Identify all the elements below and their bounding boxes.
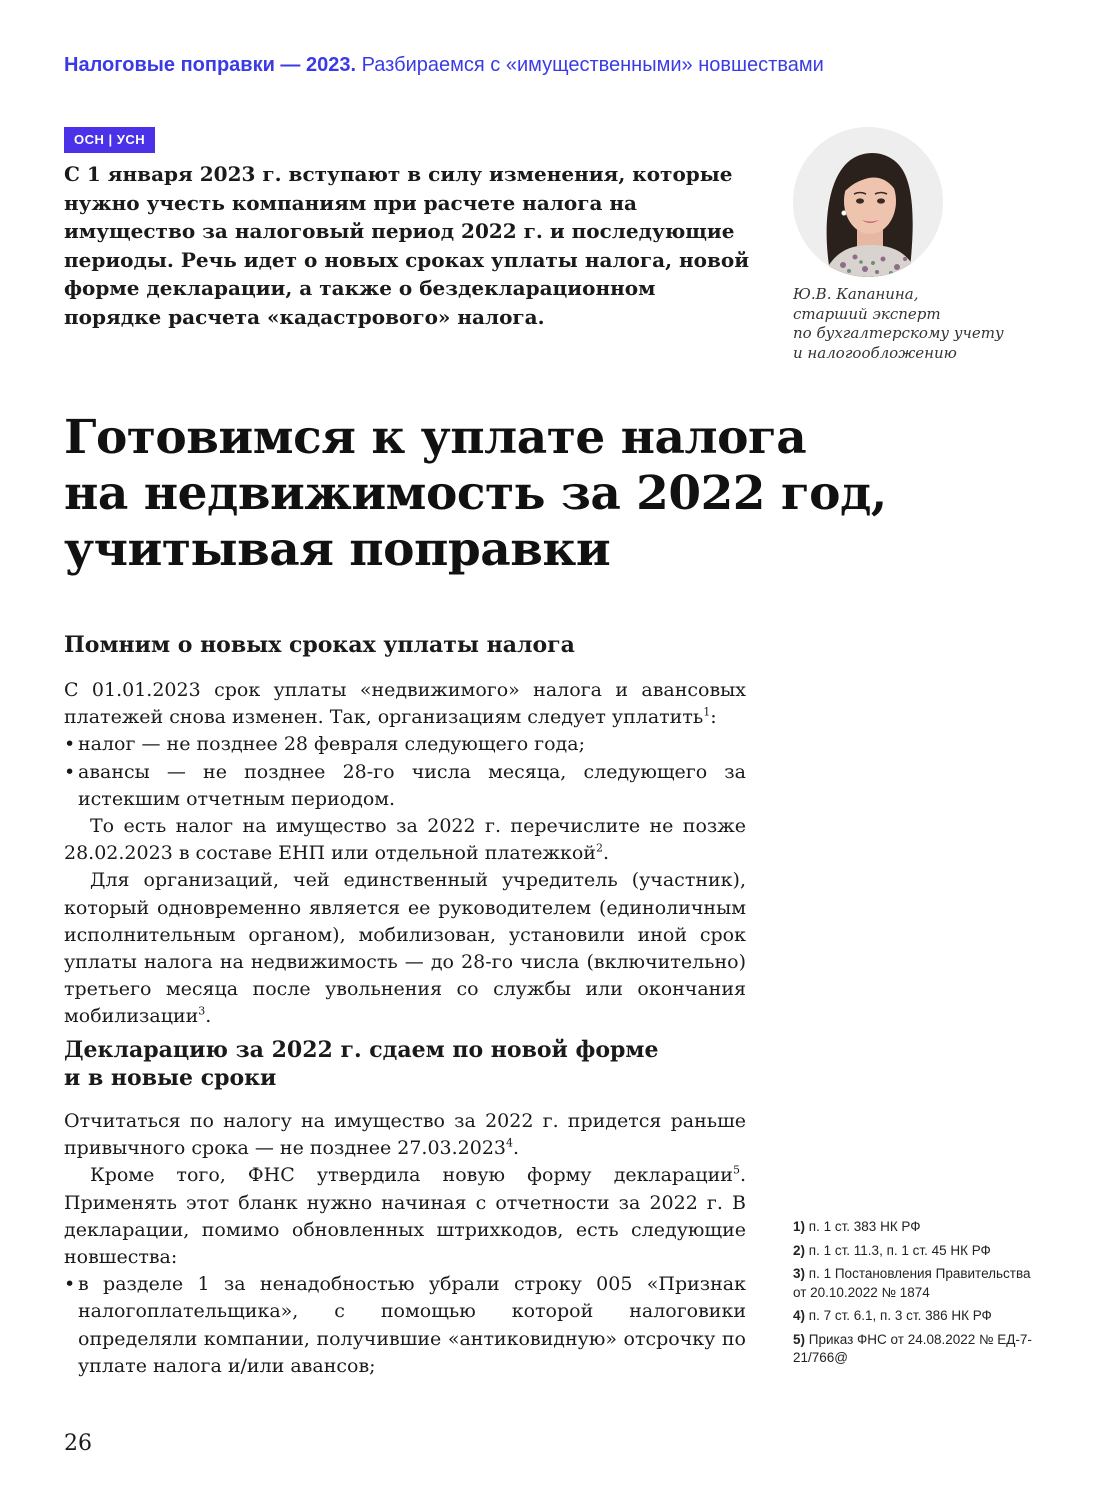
author-caption bbox=[793, 285, 1023, 363]
author-portrait-image bbox=[793, 127, 943, 277]
footnote-2: 2) п. 1 ст. 11.3, п. 1 ст. 45 НК РФ bbox=[793, 1242, 991, 1258]
section-2-heading: Декларацию за 2022 г. сдаем по новой форме и в новые сроки bbox=[64, 1037, 659, 1091]
footnotes bbox=[793, 1218, 1033, 1373]
page-number: 26 bbox=[64, 1431, 92, 1456]
footnote-5: 5) Приказ ФНС от 24.08.2022 № ЕД-7-21/766@ bbox=[793, 1331, 1032, 1365]
running-head bbox=[64, 54, 824, 77]
article-title bbox=[64, 410, 1064, 578]
section-1-paragraph-2: То есть налог на имущество за 2022 г. перечислите не позже 28.02.2023 в составе ЕНП или отдельной платежкой$^2$. bbox=[64, 815, 746, 865]
author-role-line-2: по бухгалтерскому учету bbox=[793, 324, 1004, 342]
author-name: Ю.В. Капанина, bbox=[793, 285, 919, 303]
section-2-paragraph-1: Отчитаться по налогу на имущество за 2022 г. придется раньше привычного срока — не позднее 27.03.2023$^4$. bbox=[64, 1110, 746, 1160]
section-2-body bbox=[64, 1108, 746, 1380]
author-role-line-1: старший эксперт bbox=[793, 304, 941, 323]
section-1-body bbox=[64, 677, 746, 1031]
author-role-line-3: и налогообложению bbox=[793, 343, 957, 362]
article-title-line-3: учитывая поправки bbox=[64, 522, 611, 577]
footnote-4: 4) п. 7 ст. 6.1, п. 3 ст. 386 НК РФ bbox=[793, 1308, 992, 1323]
section-1-bullet-2: • авансы — не позднее 28-го числа месяца, следующего за истекшим отчетным периодом. bbox=[64, 759, 746, 813]
running-head-series: Налоговые поправки — 2023. bbox=[64, 54, 357, 76]
section-2 bbox=[64, 1036, 746, 1380]
author-photo bbox=[793, 127, 943, 277]
footnote-3: 3) п. 1 Постановления Правительства от 20.10.2022 № 1874 bbox=[793, 1266, 1031, 1300]
running-head-subtitle: Разбираемся с «имущественными» новшествами bbox=[361, 54, 824, 76]
article-title-line-1: Готовимся к уплате налога bbox=[64, 410, 807, 465]
lead-paragraph: С 1 января 2023 г. вступают в силу изменения, которые нужно учесть компаниям при расчете налога на имущество за налоговый период 2022 г. и последующие периоды. Речь идет о новых сроках уплаты налога, новой форме декларации, а также о бездекларационном порядке расчета «кадастрового» налога. bbox=[64, 162, 750, 329]
article-title-line-2: на недвижимость за 2022 год, bbox=[64, 466, 887, 521]
footnote-1: 1) п. 1 ст. 383 НК РФ bbox=[793, 1219, 921, 1234]
section-2-paragraph-2: Кроме того, ФНС утвердила новую форму декларации$^5$. Применять этот бланк нужно начиная с отчетности за 2022 г. В декларации, помимо обновленных штрихкодов, есть следующие новшества: bbox=[64, 1164, 746, 1269]
section-1-heading: Помним о новых сроках уплаты налога bbox=[64, 632, 575, 658]
tax-regime-tag: ОСН | УСН bbox=[64, 127, 155, 153]
section-2-bullet-1: • в разделе 1 за ненадобностью убрали строку 005 «Признак налогоплательщика», с помощью которой налоговики определяли компании, получившие «антиковидную» отсрочку по уплате налога и/или авансов; bbox=[64, 1271, 746, 1380]
section-1-paragraph-1: С 01.01.2023 срок уплаты «недвижимого» налога и авансовых платежей снова изменен. Так, организациям следует уплатить$^1$: bbox=[64, 679, 746, 729]
section-1-bullet-1: • налог — не позднее 28 февраля следующего года; bbox=[64, 731, 746, 758]
section-1-paragraph-3: Для организаций, чей единственный учредитель (участник), который одновременно является ее руководителем (единоличным исполнительным органом), мобилизован, установили иной срок уплаты налога на недвижимость — до 28-го числа (включительно) третьего месяца после увольнения со службы или окончания мобилизации$^3$. bbox=[64, 869, 746, 1028]
section-1 bbox=[64, 631, 746, 1031]
